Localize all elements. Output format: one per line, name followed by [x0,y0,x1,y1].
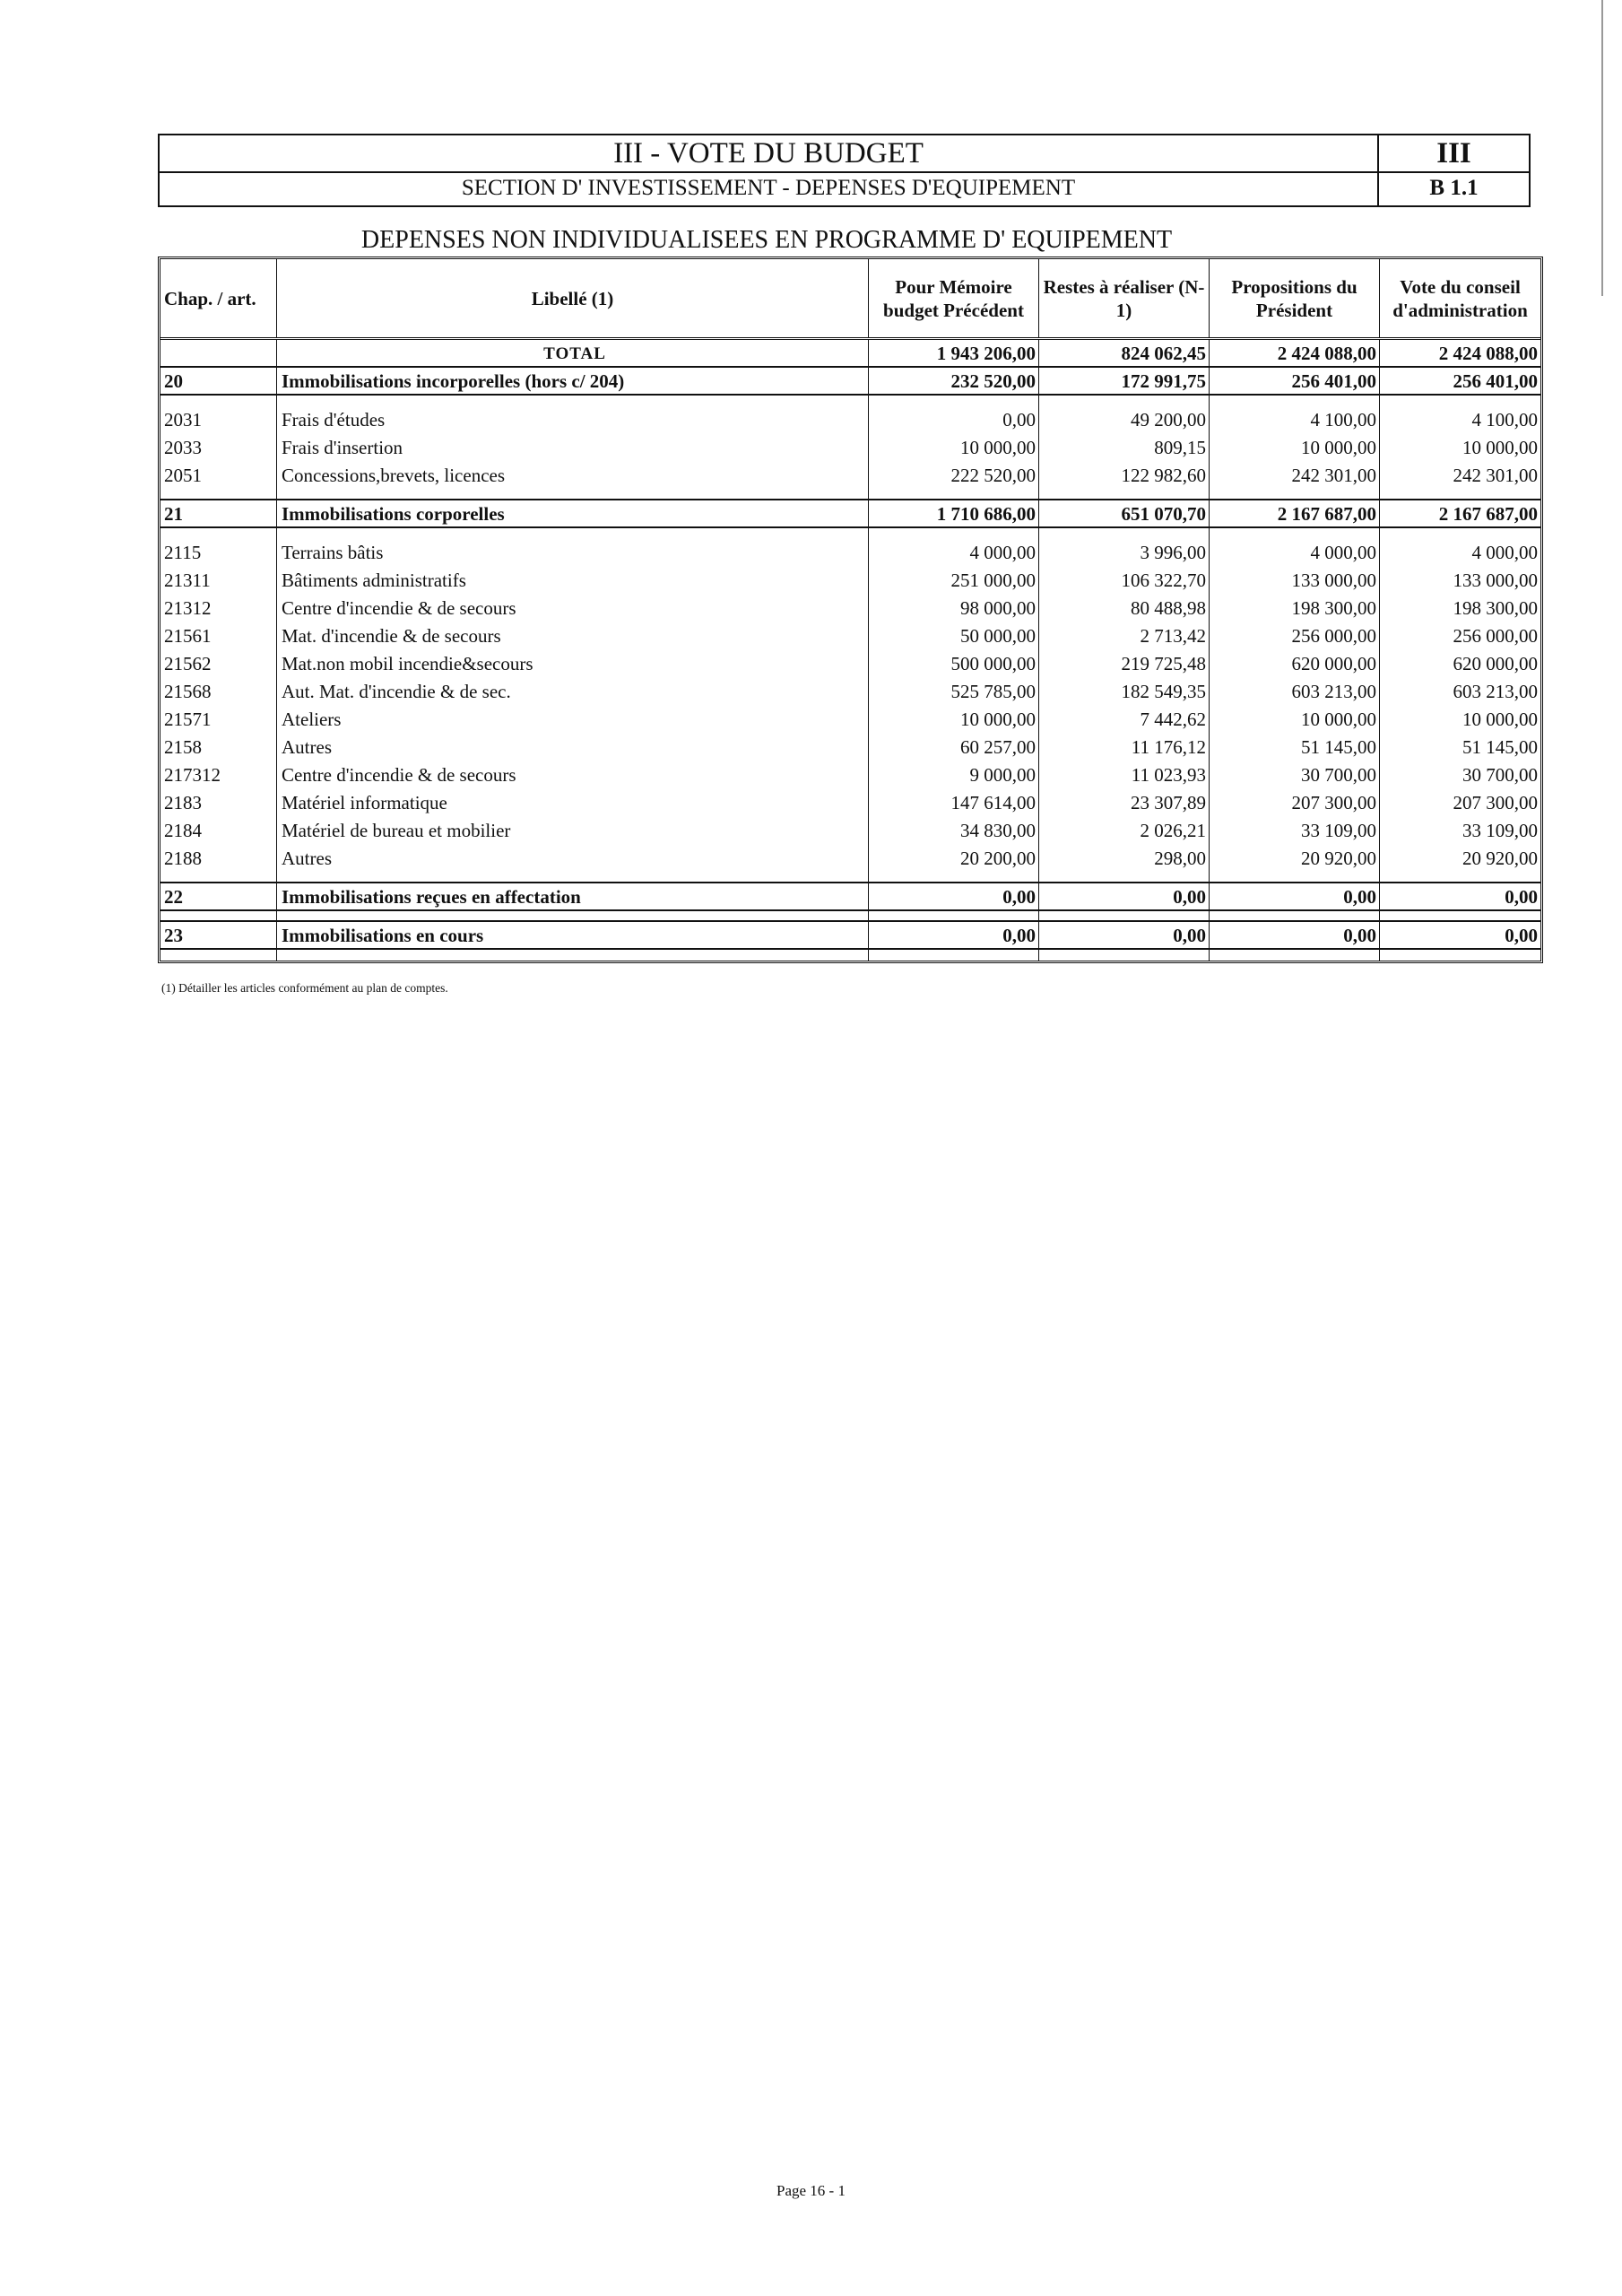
row-spacer [160,911,1540,922]
cell-propositions: 10 000,00 [1210,434,1380,462]
cell-vote: 242 301,00 [1453,465,1538,486]
header-section-code: B 1.1 [1429,176,1479,200]
spacer-cell [869,528,1039,539]
cell-restes: 122 982,60 [1039,462,1210,490]
spacer-cell [869,396,1039,406]
cell-label: Immobilisations reçues en affectation [277,883,869,909]
article-row [160,650,1540,678]
spacer-cell [1380,396,1540,406]
spacer-cell [277,396,869,406]
article-row [160,406,1540,434]
cell-label: Immobilisations en cours [277,922,869,948]
cell-vote: 2 167 687,00 [1438,503,1538,525]
cell-propositions: 33 109,00 [1210,817,1380,845]
cell-propositions: 256 401,00 [1210,368,1380,394]
article-row [160,622,1540,650]
cell-restes: 824 062,45 [1039,340,1210,366]
spacer-cell [1380,873,1540,882]
cell-vote: 0,00 [1505,925,1538,946]
cell-vote: 198 300,00 [1453,597,1538,619]
cell-restes: 0,00 [1039,883,1210,909]
total-row [160,340,1540,368]
cell-restes: 172 991,75 [1039,368,1210,394]
cell-code: 20 [160,368,277,394]
cell-restes: 2 713,42 [1039,622,1210,650]
cell-label: Aut. Mat. d'incendie & de sec. [277,678,869,706]
cell-code: 2115 [160,539,277,567]
article-row [160,789,1540,817]
article-row [160,817,1540,845]
cell-vote: 620 000,00 [1453,653,1538,674]
spacer-cell [277,950,869,961]
cell-label: Ateliers [277,706,869,734]
spacer-cell [1380,490,1540,499]
page-number: Page 16 - 1 [776,2182,846,2199]
scan-edge-line [1601,0,1603,296]
spacer-cell [1039,950,1210,961]
cell-propositions: 620 000,00 [1210,650,1380,678]
cell-label: Concessions,brevets, licences [277,462,869,490]
cell-restes: 7 442,62 [1039,706,1210,734]
cell-code: 2158 [160,734,277,761]
cell-memoire: 50 000,00 [869,622,1039,650]
cell-memoire: 10 000,00 [869,434,1039,462]
cell-memoire: 222 520,00 [869,462,1039,490]
cell-memoire: 9 000,00 [869,761,1039,789]
header-section: SECTION D' INVESTISSEMENT - DEPENSES D'EQUIPEMENT [160,171,1379,207]
cell-vote: 2 424 088,00 [1438,343,1538,364]
cell-memoire: 20 200,00 [869,845,1039,873]
cell-propositions: 207 300,00 [1210,789,1380,817]
cell-label: Matériel informatique [277,789,869,817]
cell-code: 2183 [160,789,277,817]
cell-propositions: 30 700,00 [1210,761,1380,789]
cell-code: 21312 [160,595,277,622]
cell-code: 2051 [160,462,277,490]
col-header-memoire: Pour Mémoire budget Précédent [869,259,1039,337]
spacer-cell [160,396,277,406]
spacer-cell [1210,528,1380,539]
cell-vote: 10 000,00 [1462,709,1538,730]
cell-label: Terrains bâtis [277,539,869,567]
cell-code: 21568 [160,678,277,706]
cell-label: Matériel de bureau et mobilier [277,817,869,845]
row-spacer [160,528,1540,539]
cell-propositions: 0,00 [1210,883,1380,909]
cell-restes: 49 200,00 [1039,406,1210,434]
cell-label: TOTAL [277,340,869,366]
cell-memoire: 525 785,00 [869,678,1039,706]
spacer-cell [277,528,869,539]
chapter-row [160,883,1540,911]
cell-memoire: 500 000,00 [869,650,1039,678]
spacer-cell [1039,528,1210,539]
cell-propositions: 2 167 687,00 [1210,500,1380,526]
cell-label: Immobilisations corporelles [277,500,869,526]
article-row [160,678,1540,706]
cell-vote: 603 213,00 [1453,681,1538,702]
cell-propositions: 603 213,00 [1210,678,1380,706]
col-header-vote: Vote du conseil d'administration [1392,275,1528,321]
cell-vote: 4 100,00 [1471,409,1538,430]
spacer-cell [1210,911,1380,920]
cell-propositions: 256 000,00 [1210,622,1380,650]
cell-restes: 651 070,70 [1039,500,1210,526]
table-body [160,340,1540,961]
chapter-row [160,368,1540,396]
cell-vote: 0,00 [1505,886,1538,908]
cell-memoire: 251 000,00 [869,567,1039,595]
cell-vote: 207 300,00 [1453,792,1538,813]
cell-vote: 10 000,00 [1462,437,1538,458]
cell-memoire: 4 000,00 [869,539,1039,567]
article-row [160,595,1540,622]
spacer-cell [1210,490,1380,499]
cell-restes: 0,00 [1039,922,1210,948]
cell-propositions: 2 424 088,00 [1210,340,1380,366]
article-row [160,706,1540,734]
spacer-cell [1210,950,1380,961]
cell-memoire: 147 614,00 [869,789,1039,817]
cell-restes: 219 725,48 [1039,650,1210,678]
cell-label: Bâtiments administratifs [277,567,869,595]
chapter-row [160,500,1540,528]
cell-code: 21 [160,500,277,526]
spacer-cell [1039,490,1210,499]
spacer-cell [869,911,1039,920]
cell-restes: 182 549,35 [1039,678,1210,706]
cell-restes: 11 176,12 [1039,734,1210,761]
row-spacer [160,873,1540,883]
cell-restes: 11 023,93 [1039,761,1210,789]
spacer-cell [160,528,277,539]
cell-propositions: 10 000,00 [1210,706,1380,734]
cell-propositions: 0,00 [1210,922,1380,948]
cell-restes: 2 026,21 [1039,817,1210,845]
article-row [160,845,1540,873]
article-row [160,434,1540,462]
spacer-cell [160,950,277,961]
cell-label: Mat.non mobil incendie&secours [277,650,869,678]
cell-propositions: 4 000,00 [1210,539,1380,567]
spacer-cell [1039,873,1210,882]
cell-label: Centre d'incendie & de secours [277,761,869,789]
spacer-cell [160,911,277,920]
cell-restes: 298,00 [1039,845,1210,873]
col-header-libelle: Libellé (1) [277,259,869,337]
cell-propositions: 51 145,00 [1210,734,1380,761]
cell-memoire: 0,00 [869,922,1039,948]
cell-code: 21571 [160,706,277,734]
cell-restes: 106 322,70 [1039,567,1210,595]
spacer-cell [869,950,1039,961]
cell-propositions: 242 301,00 [1210,462,1380,490]
cell-restes: 3 996,00 [1039,539,1210,567]
spacer-cell [1039,396,1210,406]
cell-memoire: 0,00 [869,406,1039,434]
cell-vote: 30 700,00 [1462,764,1538,786]
row-spacer [160,490,1540,500]
cell-memoire: 1 943 206,00 [869,340,1039,366]
header-title-code: III [1436,137,1471,170]
cell-propositions: 198 300,00 [1210,595,1380,622]
row-spacer [160,950,1540,961]
cell-label: Frais d'insertion [277,434,869,462]
budget-table [158,257,1543,963]
table-header-row [160,259,1540,340]
cell-memoire: 1 710 686,00 [869,500,1039,526]
cell-memoire: 0,00 [869,883,1039,909]
cell-code: 2031 [160,406,277,434]
spacer-cell [1039,911,1210,920]
spacer-cell [1210,396,1380,406]
footnote: (1) Détailler les articles conformément au plan de comptes. [161,981,448,995]
spacer-cell [160,873,277,882]
cell-memoire: 60 257,00 [869,734,1039,761]
chapter-row [160,922,1540,950]
cell-memoire: 10 000,00 [869,706,1039,734]
table-subtitle: DEPENSES NON INDIVIDUALISEES EN PROGRAMME D' EQUIPEMENT [360,226,1173,254]
cell-code: 217312 [160,761,277,789]
cell-code: 22 [160,883,277,909]
spacer-cell [277,490,869,499]
cell-code: 2184 [160,817,277,845]
cell-memoire: 34 830,00 [869,817,1039,845]
cell-vote: 33 109,00 [1462,820,1538,841]
col-header-chap: Chap. / art. [160,259,277,337]
article-row [160,462,1540,490]
cell-vote: 133 000,00 [1453,570,1538,591]
cell-vote: 20 920,00 [1462,848,1538,869]
spacer-cell [277,911,869,920]
cell-restes: 80 488,98 [1039,595,1210,622]
cell-label: Frais d'études [277,406,869,434]
cell-code: 21562 [160,650,277,678]
cell-code: 21561 [160,622,277,650]
cell-memoire: 232 520,00 [869,368,1039,394]
cell-vote: 4 000,00 [1471,542,1538,563]
cell-vote: 256 401,00 [1453,370,1538,392]
cell-code: 2188 [160,845,277,873]
spacer-cell [277,873,869,882]
cell-restes: 809,15 [1039,434,1210,462]
cell-code: 21311 [160,567,277,595]
spacer-cell [869,490,1039,499]
cell-propositions: 4 100,00 [1210,406,1380,434]
spacer-cell [1380,950,1540,961]
spacer-cell [1380,911,1540,920]
col-header-restes: Restes à réaliser (N-1) [1039,259,1210,337]
article-row [160,539,1540,567]
cell-vote: 51 145,00 [1462,736,1538,758]
col-header-propositions: Propositions du Président [1210,259,1380,337]
cell-code [160,340,277,366]
cell-memoire: 98 000,00 [869,595,1039,622]
spacer-cell [160,490,277,499]
cell-propositions: 20 920,00 [1210,845,1380,873]
spacer-cell [869,873,1039,882]
cell-vote: 256 000,00 [1453,625,1538,647]
article-row [160,567,1540,595]
article-row [160,734,1540,761]
row-spacer [160,396,1540,406]
article-row [160,761,1540,789]
cell-label: Autres [277,845,869,873]
cell-propositions: 133 000,00 [1210,567,1380,595]
spacer-cell [1210,873,1380,882]
spacer-cell [1380,528,1540,539]
cell-label: Immobilisations incorporelles (hors c/ 204) [277,368,869,394]
cell-label: Mat. d'incendie & de secours [277,622,869,650]
cell-label: Centre d'incendie & de secours [277,595,869,622]
header-title: III - VOTE DU BUDGET [160,135,1379,171]
document-header [158,134,1531,207]
cell-label: Autres [277,734,869,761]
cell-code: 23 [160,922,277,948]
cell-restes: 23 307,89 [1039,789,1210,817]
cell-code: 2033 [160,434,277,462]
